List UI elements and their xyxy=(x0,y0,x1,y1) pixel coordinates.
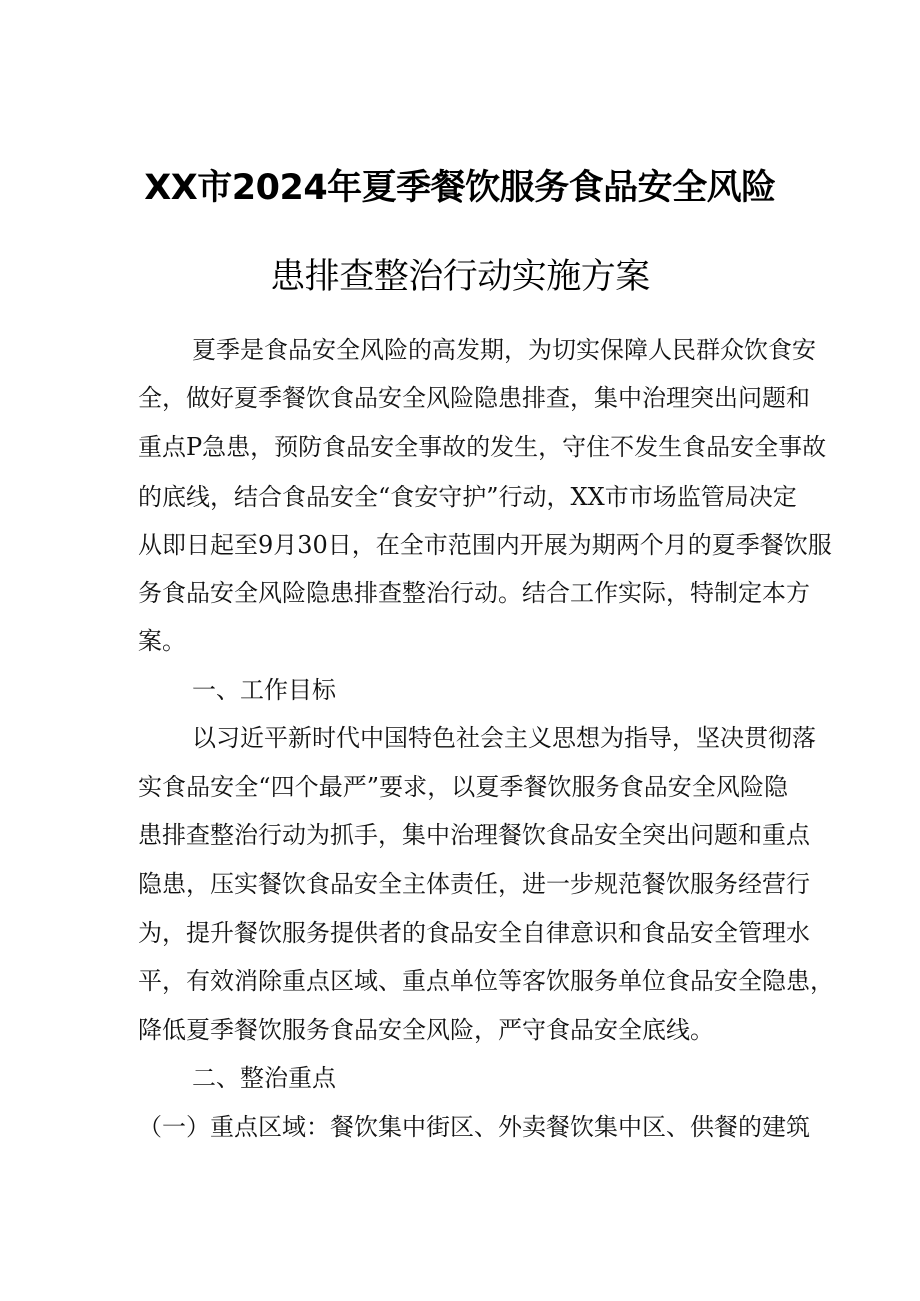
intro-paragraph-line: 务食品安全风险隐患排查整治行动。结合工作实际，特制定本方 xyxy=(138,579,810,607)
section-1-paragraph-line: 为，提升餐饮服务提供者的食品安全自律意识和食品安全管理水 xyxy=(138,919,810,947)
intro-paragraph-line: 的底线，结合食品安全“食安守护”行动，XX市市场监管局决定 xyxy=(138,483,797,511)
document-title-line-2: 患排查整治行动实施方案 xyxy=(270,257,650,297)
section-1-paragraph-line: 降低夏季餐饮服务食品安全风险，严守食品安全底线。 xyxy=(138,1016,714,1044)
section-1-paragraph-line: 平，有效消除重点区域、重点单位等客饮服务单位食品安全隐患， xyxy=(138,967,834,995)
section-1-paragraph-line: 患排查整治行动为抓手，集中治理餐饮食品安全突出问题和重点 xyxy=(138,821,810,849)
section-2-heading: 二、整治重点 xyxy=(192,1064,336,1092)
section-1-paragraph-line: 实食品安全“四个最严”要求，以夏季餐饮服务食品安全风险隐 xyxy=(138,773,788,801)
section-1-heading: 一、工作目标 xyxy=(192,676,336,704)
section-2-subitem-1: （一）重点区域：餐饮集中街区、外卖餐饮集中区、供餐的建筑 xyxy=(138,1113,810,1141)
intro-paragraph-line: 从即日起至9月30日，在全市范围内开展为期两个月的夏季餐饮服 xyxy=(138,531,832,559)
intro-paragraph-line: 全，做好夏季餐饮食品安全风险隐患排查，集中治理突出问题和 xyxy=(138,384,810,412)
section-1-paragraph-line: 隐患，压实餐饮食品安全主体责任，进一步规范餐饮服务经营行 xyxy=(138,870,810,898)
intro-paragraph-line: 夏季是食品安全风险的高发期，为切实保障人民群众饮食安 xyxy=(192,336,816,364)
intro-paragraph-line: 案。 xyxy=(138,627,186,655)
intro-paragraph-line: 重点P急患，预防食品安全事故的发生，守住不发生食品安全事故 xyxy=(138,433,827,461)
document-title-line-1: XX市2024年夏季餐饮服务食品安全风险 xyxy=(144,168,776,208)
section-1-paragraph-line: 以习近平新时代中国特色社会主义思想为指导，坚决贯彻落 xyxy=(192,724,816,752)
